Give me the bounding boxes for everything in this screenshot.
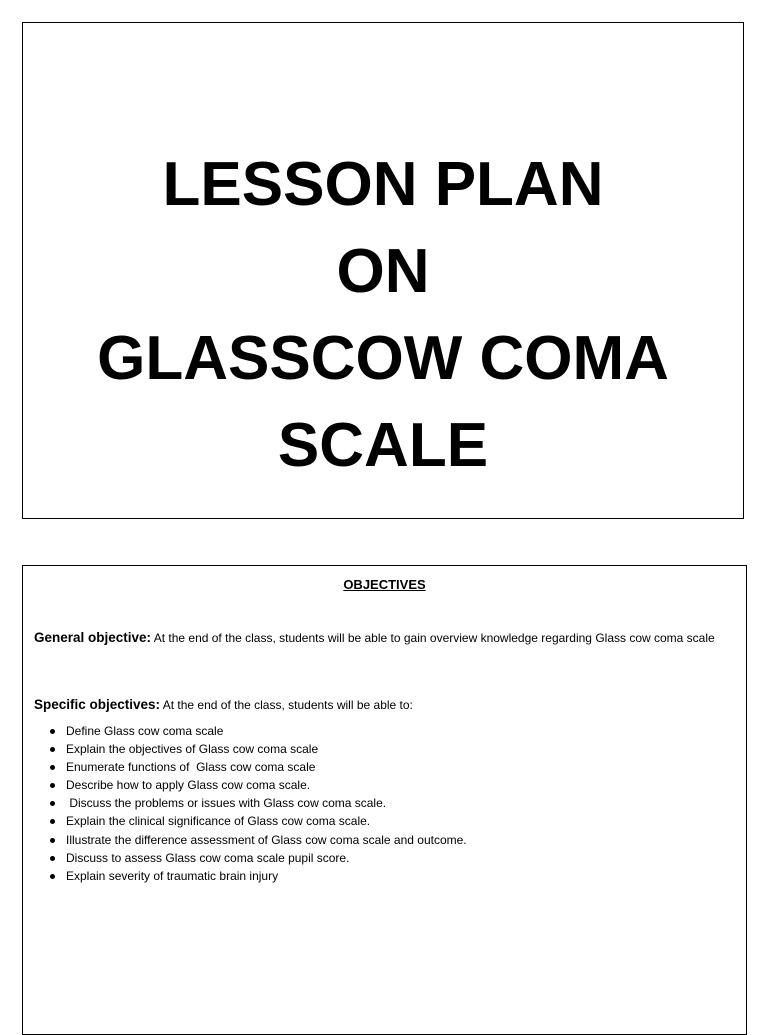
specific-objectives-label: Specific objectives: [34, 697, 161, 712]
list-item: Explain the clinical significance of Glass cow coma scale. [49, 812, 467, 830]
list-item: Discuss the problems or issues with Glass cow coma scale. [49, 794, 467, 812]
general-objective-label: General objective: [34, 630, 152, 645]
list-item: Discuss to assess Glass cow coma scale pupil score. [49, 849, 467, 867]
list-item: Enumerate functions of Glass cow coma scale [49, 758, 467, 776]
list-item: Illustrate the difference assessment of Glass cow coma scale and outcome. [49, 831, 467, 849]
general-objective-text: At the end of the class, students will be able to gain overview knowledge regarding Glass cow coma scale [151, 631, 715, 645]
list-item: Define Glass cow coma scale [49, 722, 467, 740]
title-page [22, 22, 744, 519]
document-title [23, 141, 743, 489]
title-line: LESSON PLAN [162, 150, 604, 219]
objectives-list [49, 722, 467, 885]
title-line: GLASSCOW COMA [97, 324, 669, 393]
objectives-page [22, 565, 747, 1035]
specific-objectives [34, 696, 734, 714]
general-objective [34, 629, 734, 647]
list-item: Explain severity of traumatic brain injury [49, 867, 467, 885]
list-item: Explain the objectives of Glass cow coma scale [49, 740, 467, 758]
title-line: ON [336, 237, 430, 306]
specific-objectives-text: At the end of the class, students will be able to: [160, 698, 413, 712]
list-item: Describe how to apply Glass cow coma scale. [49, 776, 467, 794]
title-line: SCALE [277, 411, 489, 480]
objectives-heading: OBJECTIVES [343, 577, 426, 592]
